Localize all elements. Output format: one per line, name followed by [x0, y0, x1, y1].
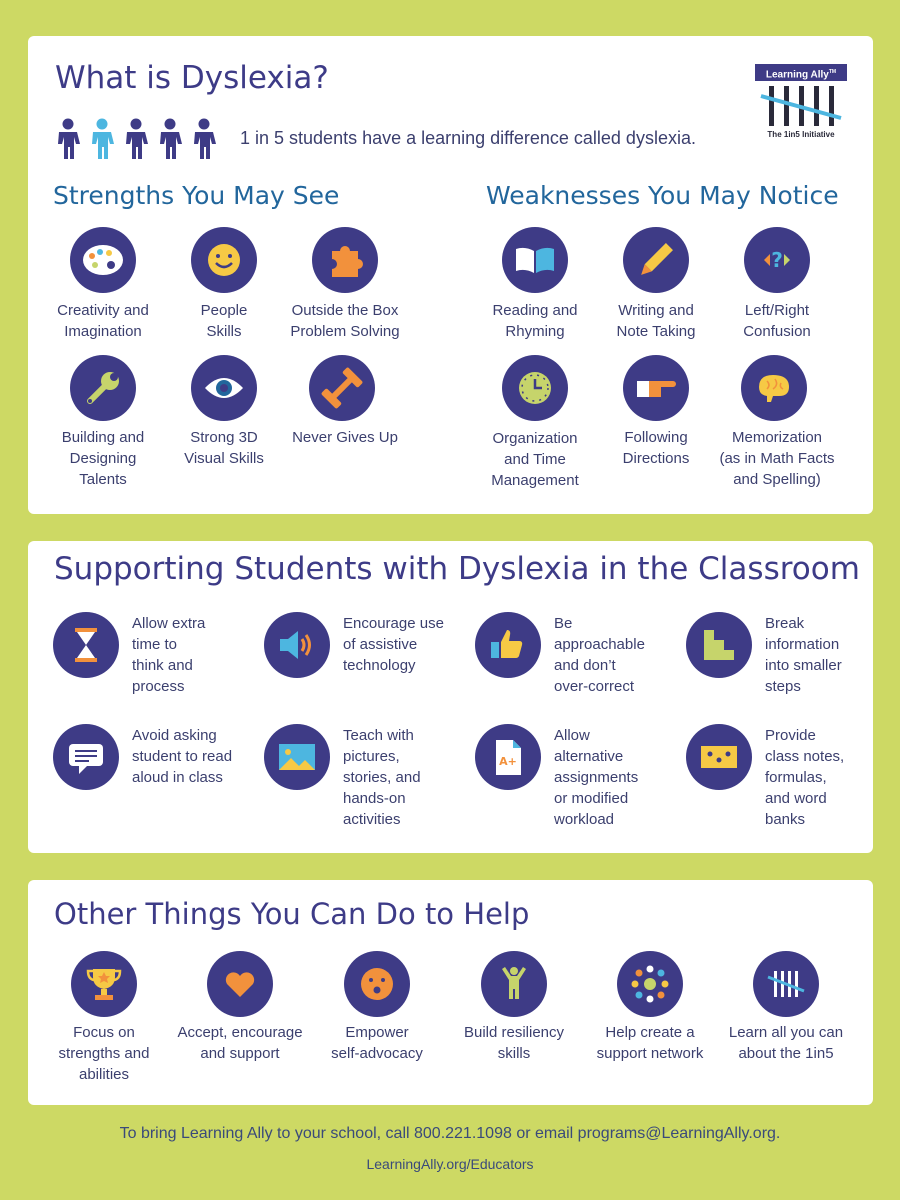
support-icon-circle: [686, 724, 752, 790]
weakness-icon-circle: [502, 355, 568, 421]
pencil-icon: [623, 227, 689, 293]
heart-icon: [207, 951, 273, 1017]
steps-icon: [686, 612, 752, 678]
strength-icon-circle: [70, 355, 136, 421]
learning-ally-logo: [755, 64, 847, 144]
weaknesses-heading: Weaknesses You May Notice: [486, 181, 839, 210]
support-icon-circle: [475, 724, 541, 790]
brain-icon: [741, 355, 807, 421]
help-label: Learn all you can about the 1in5: [728, 1024, 844, 1062]
surprised-face-icon: [344, 951, 410, 1017]
help-icon-circle: [753, 951, 819, 1017]
weakness-icon-circle: [744, 227, 810, 293]
weakness-label: Reading and Rhyming: [492, 302, 578, 340]
graded-paper-icon: [475, 724, 541, 790]
educators-link[interactable]: LearningAlly.org/Educators: [366, 1156, 534, 1172]
strength-icon-circle: [191, 227, 257, 293]
support-label: Break information into smaller steps: [765, 615, 842, 695]
support-label: Allow extra time to think and process: [132, 615, 206, 695]
puzzle-icon: [312, 227, 378, 293]
support-label: Provide class notes, formulas, and word banks: [765, 727, 845, 828]
speech-bubble-icon: [53, 724, 119, 790]
trophy-icon: [71, 951, 137, 1017]
person-icon: [157, 118, 183, 160]
help-label: Accept, encourage and support: [177, 1024, 303, 1062]
strength-label: Building and Designing Talents: [61, 429, 145, 488]
help-icon-circle: [617, 951, 683, 1017]
speaker-icon: [264, 612, 330, 678]
help-label: Empower self-advocacy: [331, 1024, 423, 1062]
support-label: Be approachable and don’t over-correct: [554, 615, 645, 695]
strength-label: Never Gives Up: [292, 429, 398, 446]
tally-marks-icon: [753, 951, 819, 1017]
wrench-icon: [70, 355, 136, 421]
eye-icon: [191, 355, 257, 421]
pointing-hand-icon: [623, 355, 689, 421]
support-label: Teach with pictures, stories, and hands-on activities: [343, 727, 421, 828]
tally-marks-logo-icon: [759, 84, 843, 130]
weakness-icon-circle: [623, 355, 689, 421]
dumbbell-icon: [309, 355, 375, 421]
help-icon-circle: [207, 951, 273, 1017]
help-label: Build resiliency skills: [463, 1024, 565, 1062]
weakness-label: Memorization (as in Math Facts and Spelling): [719, 429, 835, 488]
notes-icon: [686, 724, 752, 790]
svg-text:?: ?: [771, 248, 783, 272]
picture-icon: [264, 724, 330, 790]
hourglass-icon: [53, 612, 119, 678]
strength-label: Strong 3D Visual Skills: [184, 429, 264, 467]
weakness-label: Left/Right Confusion: [743, 302, 811, 340]
contact-line: To bring Learning Ally to your school, call 800.221.1098 or email programs@LearningAlly.org.: [119, 1125, 781, 1142]
dyslexia-statistic: 1 in 5 students have a learning difference called dyslexia.: [240, 128, 696, 148]
support-icon-circle: [53, 612, 119, 678]
page-title: What is Dyslexia?: [55, 60, 329, 96]
support-icon-circle: [264, 724, 330, 790]
support-icon-circle: [475, 612, 541, 678]
strength-icon-circle: [70, 227, 136, 293]
strength-icon-circle: [312, 227, 378, 293]
logo-tagline: The 1in5 Initiative: [767, 130, 835, 139]
book-icon: [502, 227, 568, 293]
logo-tm: TM: [828, 69, 837, 75]
support-icon-circle: [686, 612, 752, 678]
strength-icon-circle: [191, 355, 257, 421]
raised-arms-person-icon: [481, 951, 547, 1017]
person-icon: [123, 118, 149, 160]
supporting-title: Supporting Students with Dyslexia in the Classroom: [54, 551, 860, 587]
strength-label: Creativity and Imagination: [57, 302, 149, 340]
person-icon: [55, 118, 81, 160]
help-icon-circle: [71, 951, 137, 1017]
thumbs-up-icon: [475, 612, 541, 678]
strength-icon-circle: [309, 355, 375, 421]
grade-badge: A+: [499, 755, 517, 768]
help-icon-circle: [481, 951, 547, 1017]
support-icon-circle: [53, 724, 119, 790]
support-label: Encourage use of assistive technology: [343, 615, 444, 674]
question-arrows-icon: [744, 227, 810, 293]
palette-icon: [70, 227, 136, 293]
support-icon-circle: [264, 612, 330, 678]
help-label: Help create a support network: [596, 1024, 704, 1062]
support-label: Avoid asking student to read aloud in class: [132, 727, 233, 786]
strength-label: Outside the Box Problem Solving: [290, 302, 400, 340]
weakness-icon-circle: [502, 227, 568, 293]
help-label: Focus on strengths and abilities: [58, 1024, 150, 1083]
weakness-icon-circle: [741, 355, 807, 421]
support-label: Allow alternative assignments or modified workload: [554, 727, 639, 828]
strength-label: People Skills: [200, 302, 248, 340]
strengths-heading: Strengths You May See: [53, 181, 340, 210]
person-icon: [89, 118, 115, 160]
logo-brand: Learning Ally: [765, 69, 829, 81]
weakness-icon-circle: [623, 227, 689, 293]
weakness-label: Writing and Note Taking: [616, 302, 696, 340]
weakness-label: Following Directions: [622, 429, 690, 467]
person-icon: [191, 118, 217, 160]
help-icon-circle: [344, 951, 410, 1017]
clock-icon: [502, 355, 568, 421]
network-icon: [617, 951, 683, 1017]
smiley-icon: [191, 227, 257, 293]
other-title: Other Things You Can Do to Help: [54, 897, 530, 931]
weakness-label: Organization and Time Management: [491, 430, 579, 489]
